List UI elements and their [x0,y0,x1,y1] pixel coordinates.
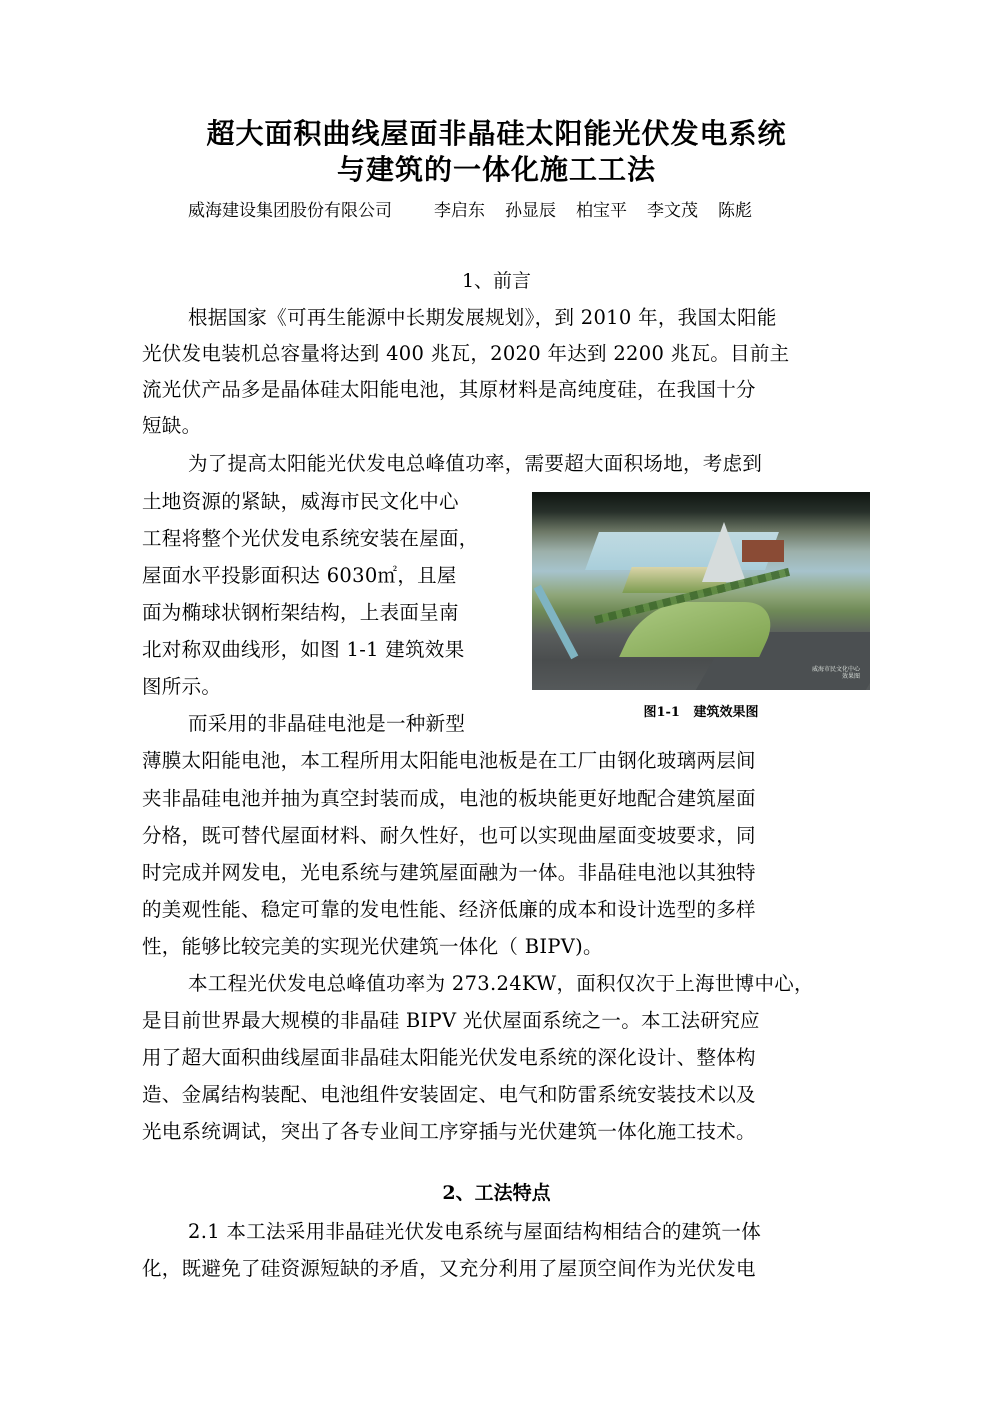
paragraph-line: 而采用的非晶硅电池是一种新型 [188,712,466,735]
paragraph-line: 图所示。 [142,675,222,698]
author: 李文茂 [647,201,698,221]
section-heading-1: 1、前言 [461,270,532,292]
paragraph-line: 夹非晶硅电池并抽为真空封装而成，电池的板块能更好地配合建筑屋面 [142,787,756,810]
paragraph-line: 本工程光伏发电总峰值功率为 273.24KW，面积仅次于上海世博中心， [188,972,814,995]
paragraph-line: 用了超大面积曲线屋面非晶硅太阳能光伏发电系统的深化设计、整体构 [142,1046,756,1069]
paragraph-line: 性，能够比较完美的实现光伏建筑一体化（ BIPV)。 [142,935,603,958]
paragraph-line: 流光伏产品多是晶体硅太阳能电池，其原材料是高纯度硅，在我国十分 [142,378,756,401]
author: 李启东 [434,201,485,221]
paragraph-line: 面为椭球状钢桁架结构，上表面呈南 [142,601,459,624]
paragraph-line: 薄膜太阳能电池，本工程所用太阳能电池板是在工厂由钢化玻璃两层间 [142,749,756,772]
watermark-line: 效果图 [841,673,860,680]
paragraph-line: 北对称双曲线形，如图 1-1 建筑效果 [142,638,465,661]
paragraph-line: 分格，既可替代屋面材料、耐久性好，也可以实现曲屋面变坡要求，同 [142,824,756,847]
document-title-line-1: 超大面积曲线屋面非晶硅太阳能光伏发电系统 [206,117,787,150]
image-facade [742,540,784,562]
document-title-line-2: 与建筑的一体化施工工法 [336,153,656,186]
paragraph-line: 时完成并网发电，光电系统与建筑屋面融为一体。非晶硅电池以其独特 [142,861,756,884]
watermark-line: 威海市民文化中心 [811,666,860,673]
paragraph-line: 光伏发电装机总容量将达到 400 兆瓦，2020 年达到 2200 兆瓦。目前主 [142,342,790,365]
author-line [188,198,848,224]
paragraph-line: 光电系统调试，突出了各专业间工序穿插与光伏建筑一体化施工技术。 [142,1120,756,1143]
image-watermark [812,666,860,680]
figure-caption: 图1-1 建筑效果图 [643,705,759,720]
paragraph-line: 为了提高太阳能光伏发电总峰值功率，需要超大面积场地，考虑到 [188,452,763,475]
paragraph-line: 短缺。 [142,414,202,437]
paragraph-line: 工程将整个光伏发电系统安装在屋面， [142,527,479,550]
paragraph-line: 屋面水平投影面积达 6030㎡，且屋 [142,564,457,587]
paragraph-line: 造、金属结构装配、电池组件安装固定、电气和防雷系统安装技术以及 [142,1083,756,1106]
image-water-channel [534,585,579,659]
author: 柏宝平 [576,201,627,221]
author: 陈彪 [718,201,752,221]
paragraph-line: 土地资源的紧缺，威海市民文化中心 [142,490,459,513]
organization: 威海建设集团股份有限公司 [188,201,392,221]
paragraph-line: 的美观性能、稳定可靠的发电性能、经济低廉的成本和设计选型的多样 [142,898,756,921]
image-glass-cone [702,522,746,582]
paragraph-line: 化，既避免了硅资源短缺的矛盾，又充分利用了屋顶空间作为光伏发电 [142,1257,756,1280]
section-heading-2: 2、工法特点 [442,1182,551,1204]
paragraph-line: 2.1 本工法采用非晶硅光伏发电系统与屋面结构相结合的建筑一体 [188,1220,762,1243]
paragraph-line: 根据国家《可再生能源中长期发展规划》，到 2010 年，我国太阳能 [188,306,777,329]
author: 孙显辰 [505,201,556,221]
paragraph-line: 是目前世界最大规模的非晶硅 BIPV 光伏屋面系统之一。本工法研究应 [142,1009,760,1032]
building-rendering-image [532,492,870,690]
